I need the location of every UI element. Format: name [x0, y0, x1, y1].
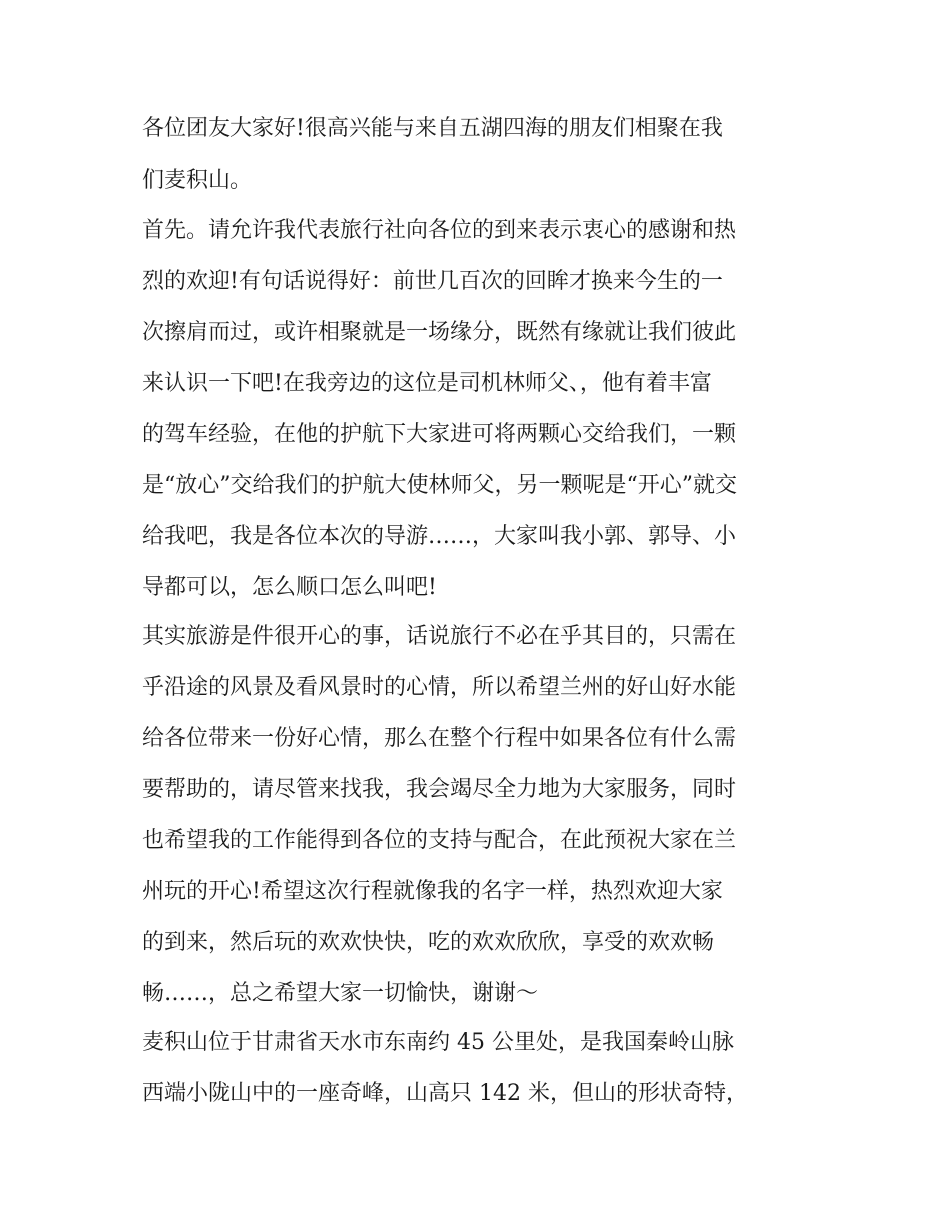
- text-line: 畅……，总之希望大家一切愉快，谢谢～: [142, 981, 539, 1006]
- text-line: 来认识一下吧!在我旁边的这位是司机林师父、，他有着丰富: [142, 371, 712, 396]
- text-line: 乎沿途的风景及看风景时的心情，所以希望兰州的好山好水能: [142, 675, 737, 700]
- text-line: 各位团友大家好!很高兴能与来自五湖四海的朋友们相聚在我: [142, 116, 723, 141]
- text-line: 其实旅游是件很开心的事，话说旅行不必在乎其目的，只需在: [142, 624, 737, 649]
- text-line: 是“放心”交给我们的护航大使林师父，另一颗呢是“开心”就交: [142, 473, 737, 498]
- text-line: 导都可以，怎么顺口怎么叫吧!: [142, 575, 437, 600]
- text-line: 首先。请允许我代表旅行社向各位的到来表示衷心的感谢和热: [142, 218, 737, 243]
- text-line: 麦积山位于甘肃省天水市东南约 45 公里处，是我国秦岭山脉: [142, 1030, 734, 1055]
- text-line: 西端小陇山中的一座奇峰，山高只 142 米，但山的形状奇特，: [142, 1081, 748, 1106]
- text-line: 州玩的开心!希望这次行程就像我的名字一样，热烈欢迎大家: [142, 879, 723, 904]
- text-line: 烈的欢迎!有句话说得好：前世几百次的回眸才换来今生的一: [142, 269, 723, 294]
- text-line: 们麦积山。: [142, 168, 253, 193]
- text-line: 的驾车经验，在他的护航下大家进可将两颗心交给我们，一颗: [142, 422, 737, 447]
- text-line: 给各位带来一份好心情，那么在整个行程中如果各位有什么需: [142, 726, 737, 751]
- text-line: 给我吧，我是各位本次的导游……，大家叫我小郭、郭导、小: [142, 524, 737, 549]
- text-line: 次擦肩而过，或许相聚就是一场缘分，既然有缘就让我们彼此: [142, 320, 737, 345]
- text-line: 要帮助的，请尽管来找我，我会竭尽全力地为大家服务，同时: [142, 777, 737, 802]
- text-line: 也希望我的工作能得到各位的支持与配合，在此预祝大家在兰: [142, 828, 737, 853]
- text-line: 的到来，然后玩的欢欢快快，吃的欢欢欣欣，享受的欢欢畅: [142, 930, 715, 955]
